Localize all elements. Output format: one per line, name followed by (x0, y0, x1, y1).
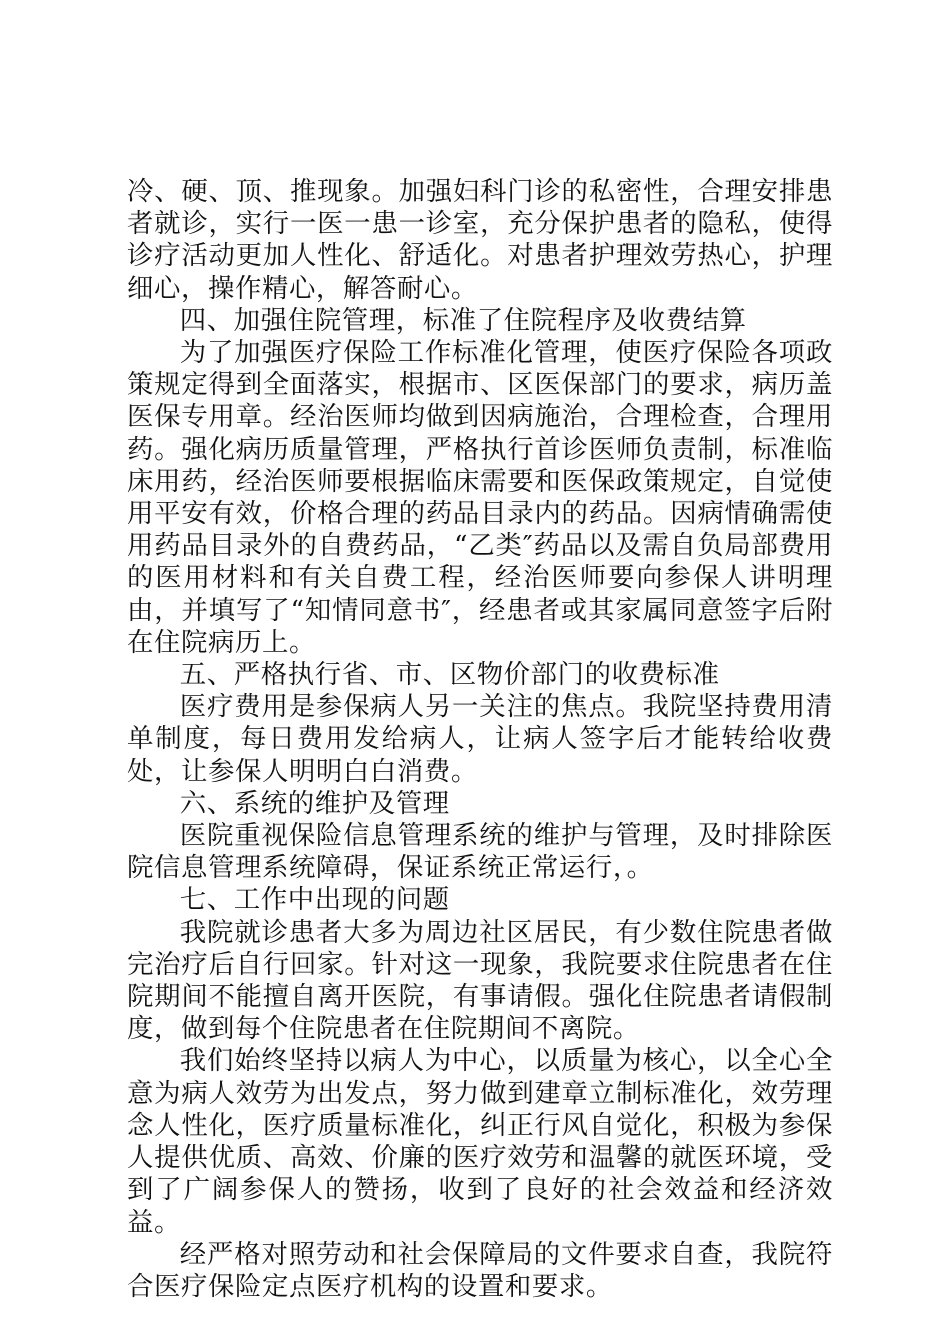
paragraph: 医疗费用是参保病人另一关注的焦点。我院坚持费用清单制度，每日费用发给病人，让病人签字后才能转给收费处，让参保人明明白白消费。 (127, 691, 833, 787)
paragraph: 我们始终坚持以病人为中心，以质量为核心，以全心全意为病人效劳为出发点，努力做到建章立制标准化，效劳理念人性化，医疗质量标准化，纠正行风自觉化，积极为参保人提供优质、高效、价廉的医疗效劳和温馨的就医环境，受到了广阔参保人的赞扬，收到了良好的社会效益和经济效益。 (127, 1045, 833, 1238)
section-heading-7: 七、工作中出现的问题 (179, 884, 450, 916)
section-heading-4: 四、加强住院管理，标准了住院程序及收费结算 (179, 304, 747, 336)
section-heading-6: 六、系统的维护及管理 (179, 787, 450, 819)
paragraph: 为了加强医疗保险工作标准化管理，使医疗保险各项政策规定得到全面落实，根据市、区医保部门的要求，病历盖医保专用章。经治医师均做到因病施治，合理检查，合理用药。强化病历质量管理，严格执行首诊医师负责制，标准临床用药，经治医师要根据临床需要和医保政策规定，自觉使用平安有效，价格合理的药品目录内的药品。因病情确需使用药品目录外的自费药品，“乙类″药品以及需自负局部费用的医用材料和有关自费工程，经治医师要向参保人讲明理由，并填写了“知情同意书″，经患者或其家属同意签字后附在住院病历上。 (127, 337, 833, 658)
paragraph: 我院就诊患者大多为周边社区居民，有少数住院患者做完治疗后自行回家。针对这一现象，我院要求住院患者在住院期间不能擅自离开医院，有事请假。强化住院患者请假制度，做到每个住院患者在住院期间不离院。 (127, 916, 833, 1045)
section-heading-5: 五、严格执行省、市、区物价部门的收费标准 (179, 659, 720, 691)
document-body (127, 176, 833, 1303)
paragraph: 医院重视保险信息管理系统的维护与管理，及时排除医院信息管理系统障碍，保证系统正常运行，。 (127, 820, 833, 884)
paragraph-conclusion: 经严格对照劳动和社会保障局的文件要求自查，我院符合医疗保险定点医疗机构的设置和要求。 (127, 1238, 833, 1302)
paragraph-continuation: 冷、硬、顶、推现象。加强妇科门诊的私密性，合理安排患者就诊，实行一医一患一诊室，充分保护患者的隐私，使得诊疗活动更加人性化、舒适化。对患者护理效劳热心，护理细心，操作精心，解答耐心。 (127, 176, 833, 304)
